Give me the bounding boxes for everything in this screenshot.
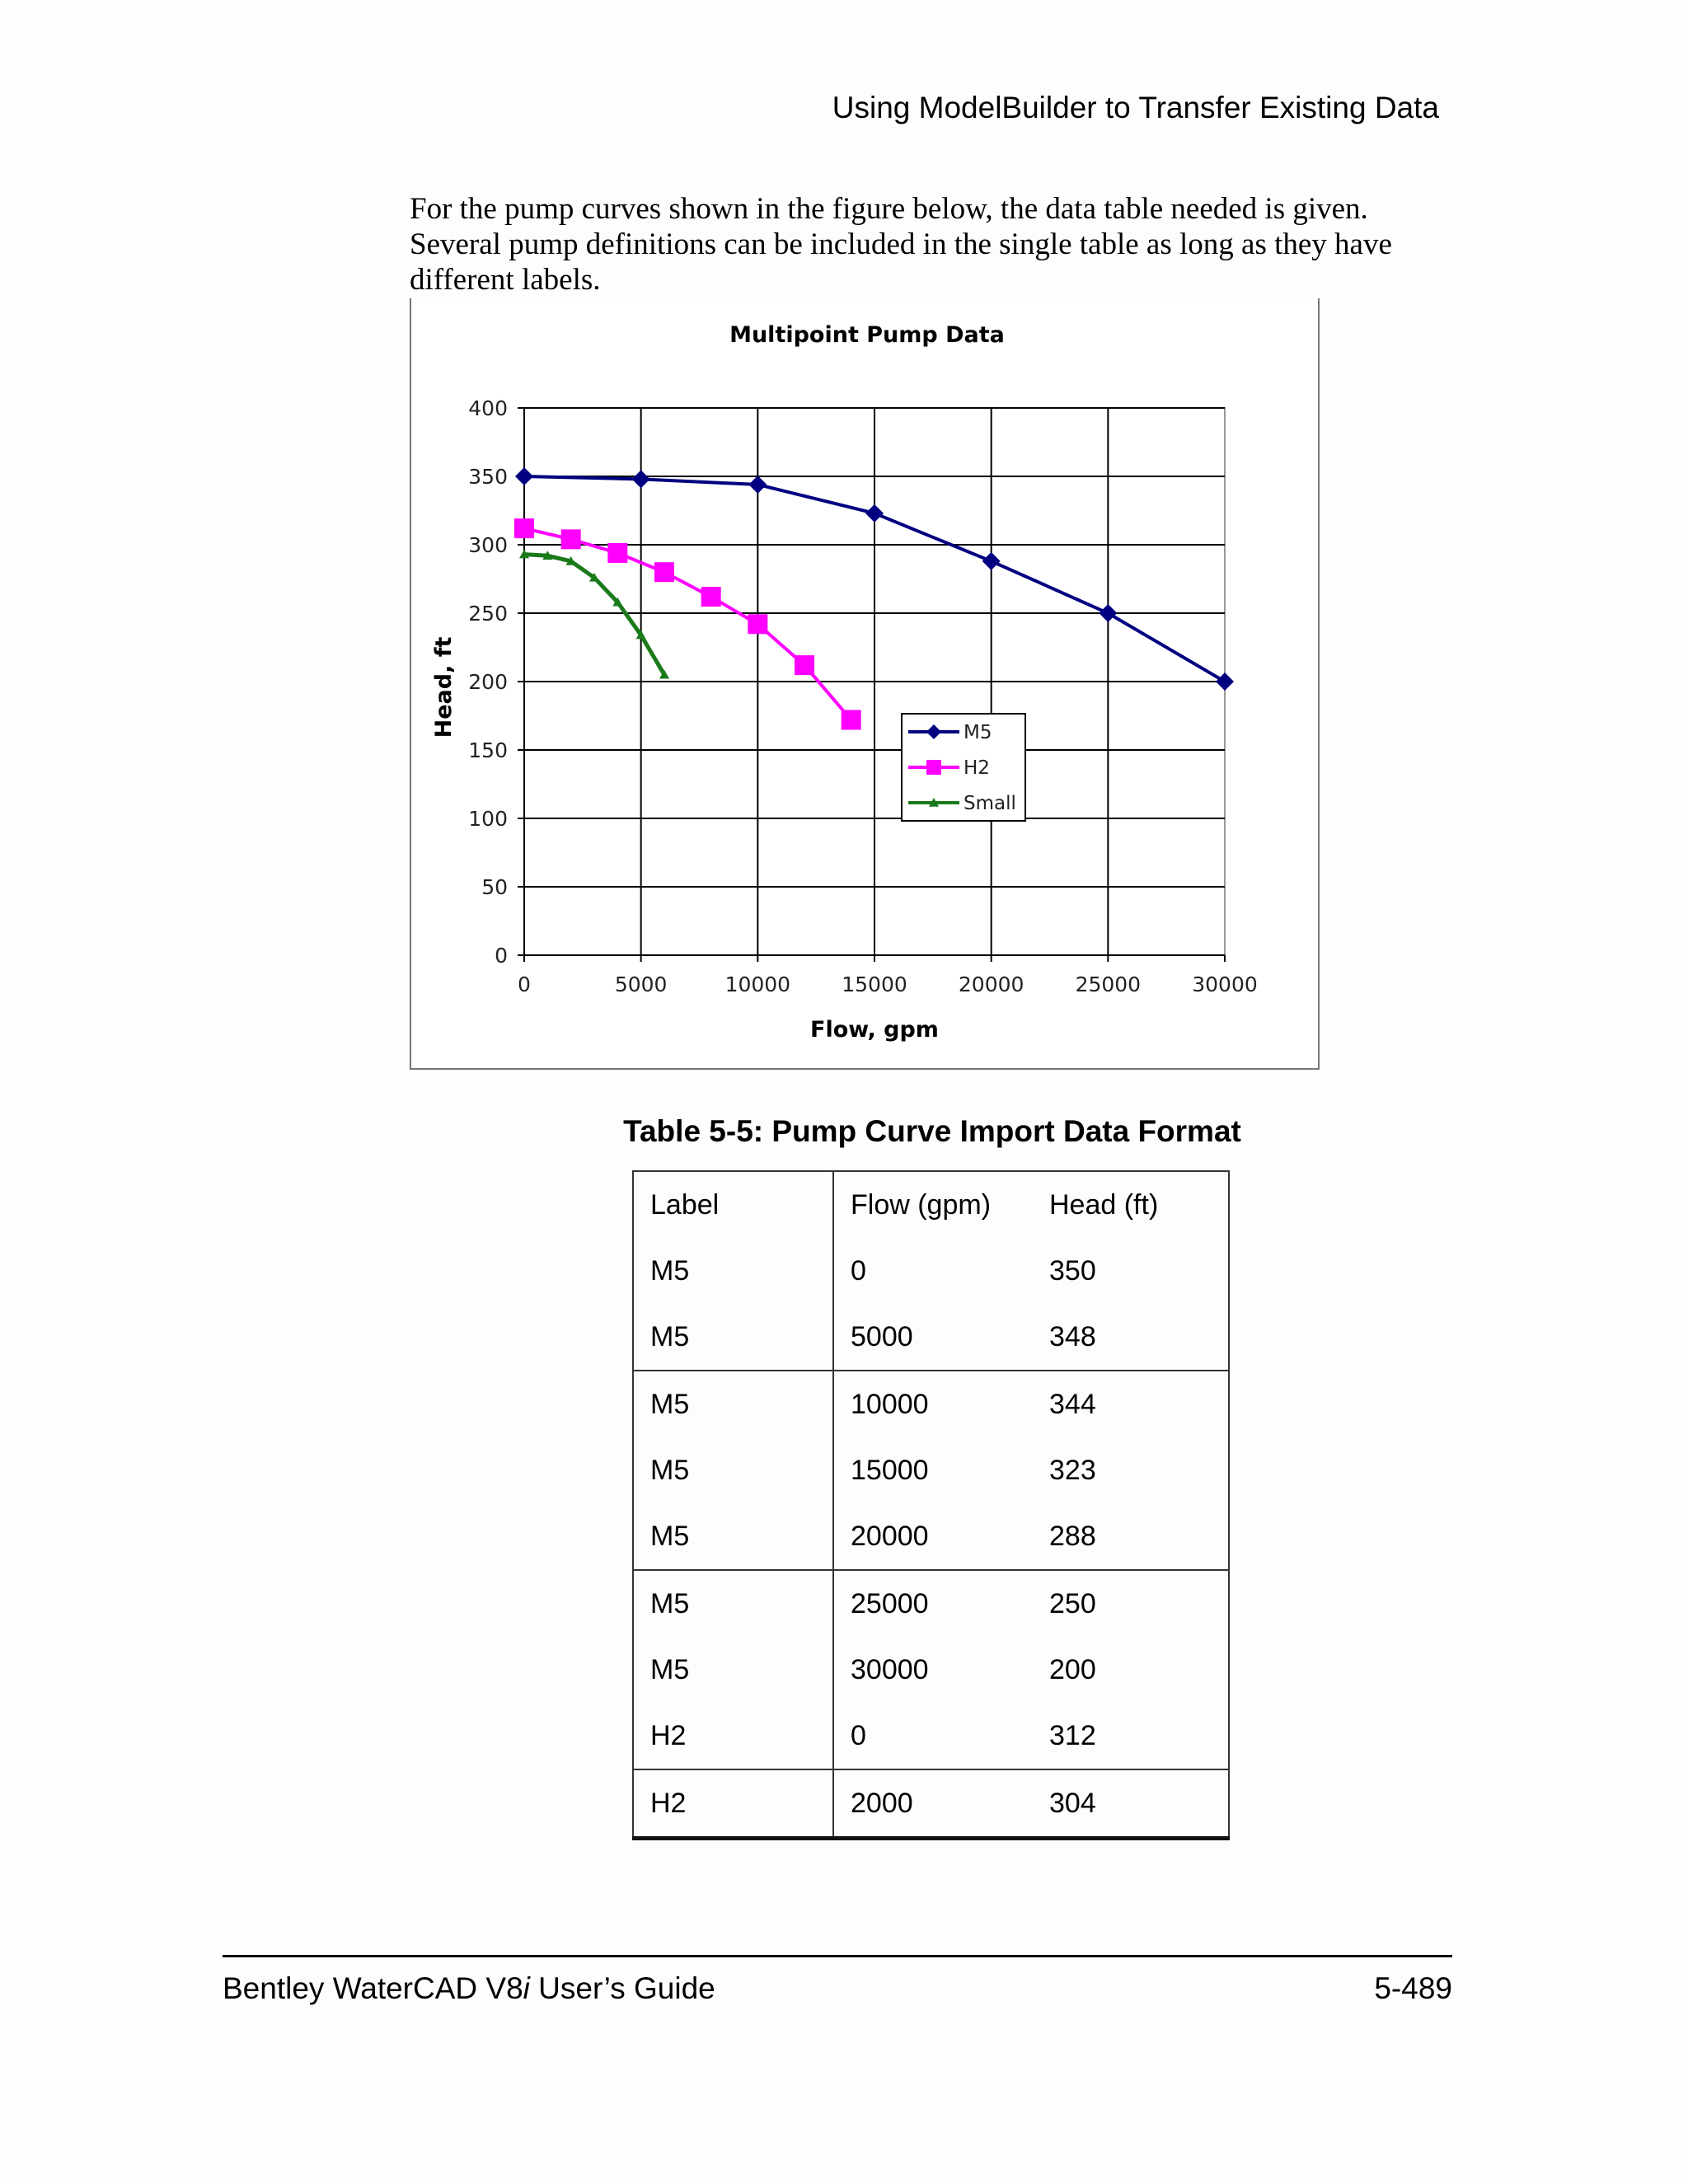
table-row: [633, 1304, 1229, 1371]
cell-label: M5: [633, 1637, 833, 1703]
table-row: [633, 1570, 1229, 1637]
y-tick-label: 200: [468, 670, 508, 694]
cell-label: M5: [633, 1503, 833, 1570]
x-axis-label: Flow, gpm: [810, 1017, 939, 1043]
cell-label: M5: [633, 1371, 833, 1437]
cell-label: M5: [633, 1437, 833, 1503]
table-row: [633, 1371, 1229, 1437]
data-point-h2: [607, 543, 627, 563]
footer-title-prefix: Bentley WaterCAD V8: [223, 1971, 523, 2005]
x-tick-label: 5000: [614, 972, 668, 996]
cell-label: M5: [633, 1238, 833, 1304]
cell-flow: 10000: [833, 1371, 1033, 1437]
y-tick-label: 400: [468, 396, 508, 420]
table-row: [633, 1238, 1229, 1304]
running-header: Using ModelBuilder to Transfer Existing Data: [832, 91, 1439, 124]
cell-head: 250: [1033, 1570, 1229, 1637]
x-tick-label: 20000: [958, 972, 1025, 996]
table-row: [633, 1437, 1229, 1503]
y-tick-label: 250: [468, 602, 508, 626]
cell-head: 348: [1033, 1304, 1229, 1371]
legend-label: M5: [964, 722, 992, 743]
x-tick-label: 10000: [724, 972, 791, 996]
cell-head: 200: [1033, 1637, 1229, 1703]
cell-head: 350: [1033, 1238, 1229, 1304]
header-label: Label: [633, 1171, 833, 1238]
cell-flow: 30000: [833, 1637, 1033, 1703]
cell-flow: 15000: [833, 1437, 1033, 1503]
cell-label: H2: [633, 1769, 833, 1839]
data-point-h2: [748, 614, 767, 634]
data-point-h2: [795, 655, 814, 675]
data-point-h2: [654, 562, 674, 582]
y-tick-label: 0: [495, 944, 508, 968]
cell-label: M5: [633, 1570, 833, 1637]
legend-label: Small: [964, 793, 1016, 814]
legend-label: H2: [964, 757, 990, 779]
footer-title: [223, 1971, 715, 2006]
x-tick-label: 15000: [842, 972, 907, 996]
cell-flow: 5000: [833, 1304, 1033, 1371]
y-tick-label: 50: [481, 875, 508, 899]
table-row: [633, 1769, 1229, 1839]
data-point-h2: [701, 587, 721, 607]
chart-title: Multipoint Pump Data: [729, 322, 1005, 348]
header-head: Head (ft): [1033, 1171, 1229, 1238]
x-tick-label: 30000: [1192, 972, 1258, 996]
table-caption: Table 5-5: Pump Curve Import Data Format: [623, 1114, 1241, 1148]
pump-data-table: [632, 1170, 1230, 1840]
legend-swatch-marker: [926, 760, 941, 775]
table-row: [633, 1703, 1229, 1769]
y-axis-label: Head, ft: [431, 636, 457, 738]
data-point-h2: [514, 518, 534, 538]
pump-curve-chart: [411, 298, 1318, 1068]
cell-head: 312: [1033, 1703, 1229, 1769]
cell-head: 344: [1033, 1371, 1229, 1437]
cell-head: 304: [1033, 1769, 1229, 1839]
page-number: 5-489: [1374, 1971, 1452, 2005]
cell-head: 323: [1033, 1437, 1229, 1503]
cell-flow: 0: [833, 1703, 1033, 1769]
y-tick-label: 150: [468, 738, 508, 762]
intro-paragraph: For the pump curves shown in the figure below, the data table needed is given. Several pump definitions can be included in the single table as long as they have different labels.: [410, 192, 1392, 297]
cell-flow: 0: [833, 1238, 1033, 1304]
cell-flow: 2000: [833, 1769, 1033, 1839]
data-point-h2: [842, 710, 861, 729]
table-row: [633, 1637, 1229, 1703]
header-flow: Flow (gpm): [833, 1171, 1033, 1238]
table-row: [633, 1503, 1229, 1570]
footer-title-italic: i: [523, 1971, 530, 2005]
table-header-row: [633, 1171, 1229, 1238]
chart-frame: [410, 298, 1320, 1070]
y-tick-label: 350: [468, 465, 508, 489]
y-tick-label: 100: [468, 807, 508, 831]
cell-label: H2: [633, 1703, 833, 1769]
cell-head: 288: [1033, 1503, 1229, 1570]
x-tick-label: 25000: [1075, 972, 1142, 996]
cell-label: M5: [633, 1304, 833, 1371]
footer-title-suffix: User’s Guide: [529, 1971, 715, 2005]
footer-rule: [223, 1955, 1452, 1957]
data-point-h2: [561, 529, 581, 549]
cell-flow: 25000: [833, 1570, 1033, 1637]
x-tick-label: 0: [518, 972, 531, 996]
y-tick-label: 300: [468, 533, 508, 557]
cell-flow: 20000: [833, 1503, 1033, 1570]
